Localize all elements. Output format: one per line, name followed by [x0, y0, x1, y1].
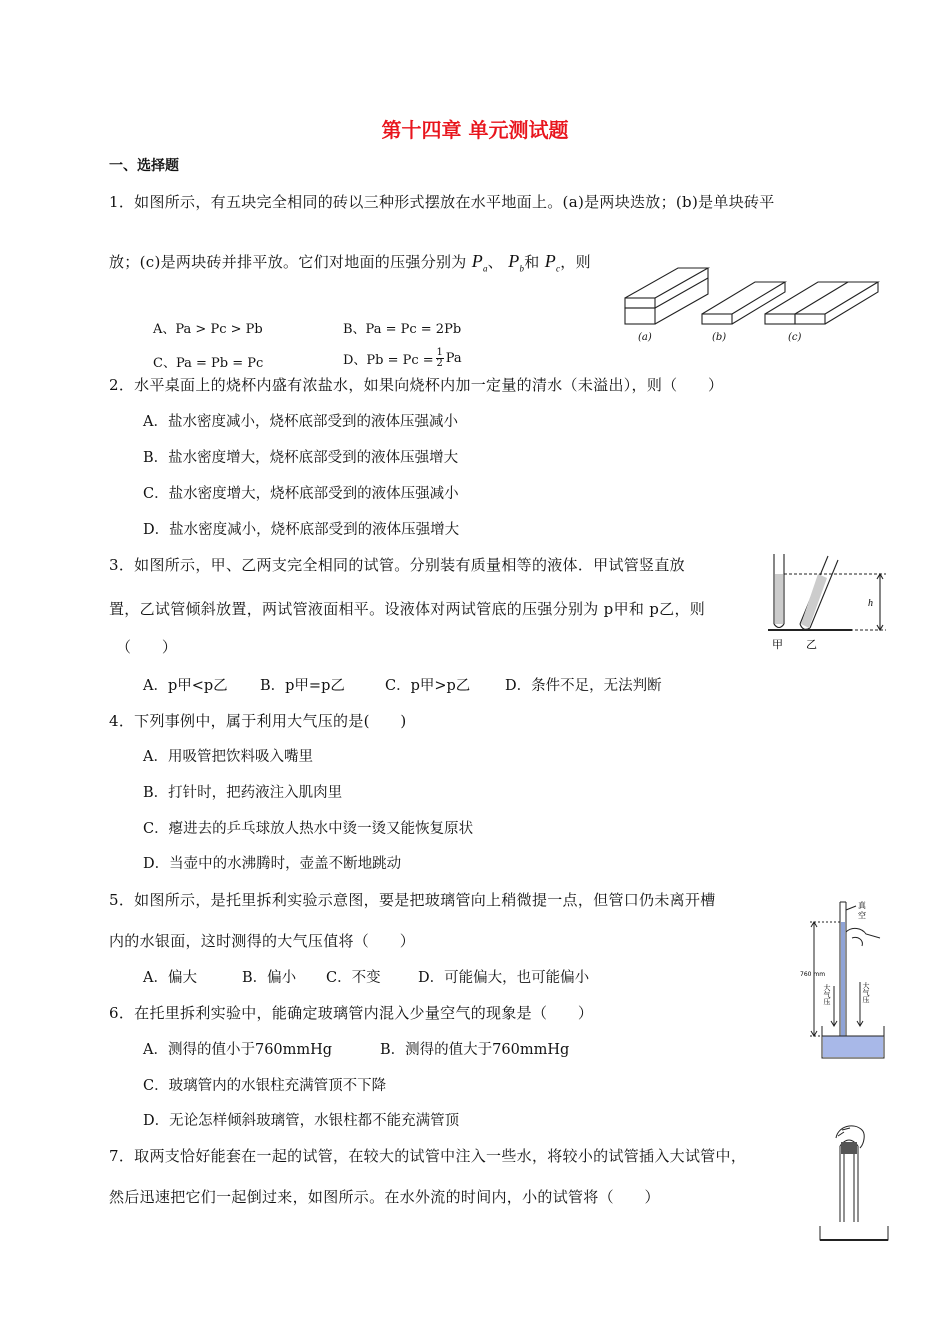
q2-stem: 2．水平桌面上的烧杯内盛有浓盐水，如果向烧杯内加一定量的清水（未溢出），则（ ） [109, 376, 724, 394]
q1-pb [508, 251, 525, 274]
q1-frac-den: 2 [436, 358, 443, 369]
q5-option-b: B．偏小 [242, 970, 297, 986]
q1-stem-line2 [109, 251, 591, 274]
brick-b [702, 282, 785, 324]
q5-option-a: A．偏大 [143, 970, 197, 986]
q4-stem: 4．下列事例中，属于利用大气压的是( ) [109, 712, 407, 730]
section-heading: 一、选择题 [109, 158, 179, 174]
q7-stem-line2: 然后迅速把它们一起倒过来，如图所示。在水外流的时间内，小的试管将（ ） [109, 1188, 660, 1206]
q4-option-b: B．打针时，把药液注入肌肉里 [143, 785, 343, 801]
q5-fig-atm-left: 大气压 [823, 984, 831, 1005]
brick-a [625, 268, 708, 324]
q5-option-d: D．可能偏大，也可能偏小 [418, 970, 590, 986]
q2-option-b: B．盐水密度增大，烧杯底部受到的液体压强增大 [143, 450, 459, 466]
q3-stem-line1: 3．如图所示，甲、乙两支完全相同的试管。分别装有质量相等的液体．甲试管竖直放 [109, 556, 685, 574]
q5-fig-atm-right: 大气压 [862, 982, 870, 1003]
q4-option-a: A．用吸管把饮料吸入嘴里 [143, 749, 313, 765]
q5-stem-line2: 内的水银面，这时测得的大气压值将（ ） [109, 932, 416, 950]
q1-option-d-fraction [436, 348, 444, 369]
q2-option-d: D．盐水密度减小，烧杯底部受到的液体压强增大 [143, 522, 460, 538]
q1-bricks-figure [620, 262, 890, 352]
q1-fig-label-b: (b) [712, 332, 727, 343]
q1-option-d-prefix: D、Pb = Pc = [343, 353, 434, 368]
q1-pa [471, 251, 488, 274]
q3-test-tubes-figure [768, 552, 890, 654]
q1-option-a: A、Pa > Pc > Pb [153, 322, 263, 337]
page-title: 第十四章 单元测试题 [381, 118, 569, 142]
q6-option-c: C．玻璃管内的水银柱充满管顶不下降 [143, 1078, 387, 1094]
q3-option-b: B．p甲=p乙 [260, 678, 345, 694]
q3-stem-line3: （ ） [116, 638, 178, 656]
q3-fig-jia: 甲 [772, 638, 783, 651]
q1-sep1: 、 [487, 253, 504, 271]
q1-pa-sub: a [482, 263, 488, 274]
q1-stem-text: 放；(c)是两块砖并排平放。它们对地面的压强分别为 [109, 253, 467, 271]
q4-option-d: D．当壶中的水沸腾时，壶盖不断地跳动 [143, 856, 402, 872]
brick-c [765, 282, 878, 324]
q3-stem-line2: 置，乙试管倾斜放置，两试管液面相平。设液体对两试管底的压强分别为 p甲和 p乙，则 [109, 600, 706, 618]
q1-option-d-suffix: Pa [445, 351, 462, 366]
q2-option-a: A．盐水密度减小，烧杯底部受到的液体压强减小 [143, 414, 458, 430]
q1-stem-tail: ，则 [560, 253, 591, 271]
q1-option-d [343, 348, 462, 369]
q3-fig-yi: 乙 [806, 638, 817, 651]
q4-option-c: C．瘪进去的乒乓球放人热水中烫一烫又能恢复原状 [143, 821, 474, 837]
q6-option-b: B．测得的值大于760mmHg [380, 1042, 570, 1058]
q5-fig-vacuum2: 空 [858, 911, 866, 920]
q7-stem-line1: 7．取两支恰好能套在一起的试管，在较大的试管中注入一些水，将较小的试管插入大试管中， [109, 1147, 747, 1165]
q3-option-a: A．p甲<p乙 [143, 678, 228, 694]
q1-pa-symbol: P [471, 251, 483, 271]
q3-option-d: D．条件不足，无法判断 [505, 678, 662, 694]
q1-pc [544, 251, 561, 274]
q5-fig-vacuum1: 真 [858, 901, 866, 910]
q5-fig-760: 760 mm [800, 971, 826, 978]
q6-option-a: A．测得的值小于760mmHg [143, 1042, 333, 1058]
q6-option-d: D．无论怎样倾斜玻璃管，水银柱都不能充满管顶 [143, 1113, 460, 1129]
q1-fig-label-c: (c) [788, 332, 802, 343]
q1-pb-symbol: P [508, 251, 520, 271]
q5-option-c: C．不变 [326, 970, 381, 986]
q1-pb-sub: b [519, 263, 525, 274]
q1-pc-symbol: P [544, 251, 556, 271]
q3-fig-h: h [868, 598, 873, 609]
q5-stem-line1: 5．如图所示，是托里拆利实验示意图，要是把玻璃管向上稍微提一点，但管口仍未离开槽 [109, 891, 716, 909]
q1-sep2: 和 [524, 253, 540, 271]
q1-fig-label-a: (a) [638, 332, 652, 343]
q3-option-c: C．p甲>p乙 [385, 678, 471, 694]
q2-option-c: C．盐水密度增大，烧杯底部受到的液体压强减小 [143, 486, 459, 502]
q6-stem: 6．在托里拆利实验中，能确定玻璃管内混入少量空气的现象是（ ） [109, 1004, 594, 1022]
q1-stem-line1: 1．如图所示，有五块完全相同的砖以三种形式摆放在水平地面上。(a)是两块迭放；(b)是单块砖平 [109, 193, 775, 211]
q1-pc-sub: c [555, 263, 561, 274]
q5-torricelli-figure [800, 898, 892, 1060]
q1-frac-num: 1 [436, 347, 443, 358]
q1-option-c: C、Pa = Pb = Pc [153, 356, 264, 371]
q7-test-tubes-figure [814, 1118, 892, 1244]
q1-option-b: B、Pa = Pc = 2Pb [343, 322, 462, 337]
